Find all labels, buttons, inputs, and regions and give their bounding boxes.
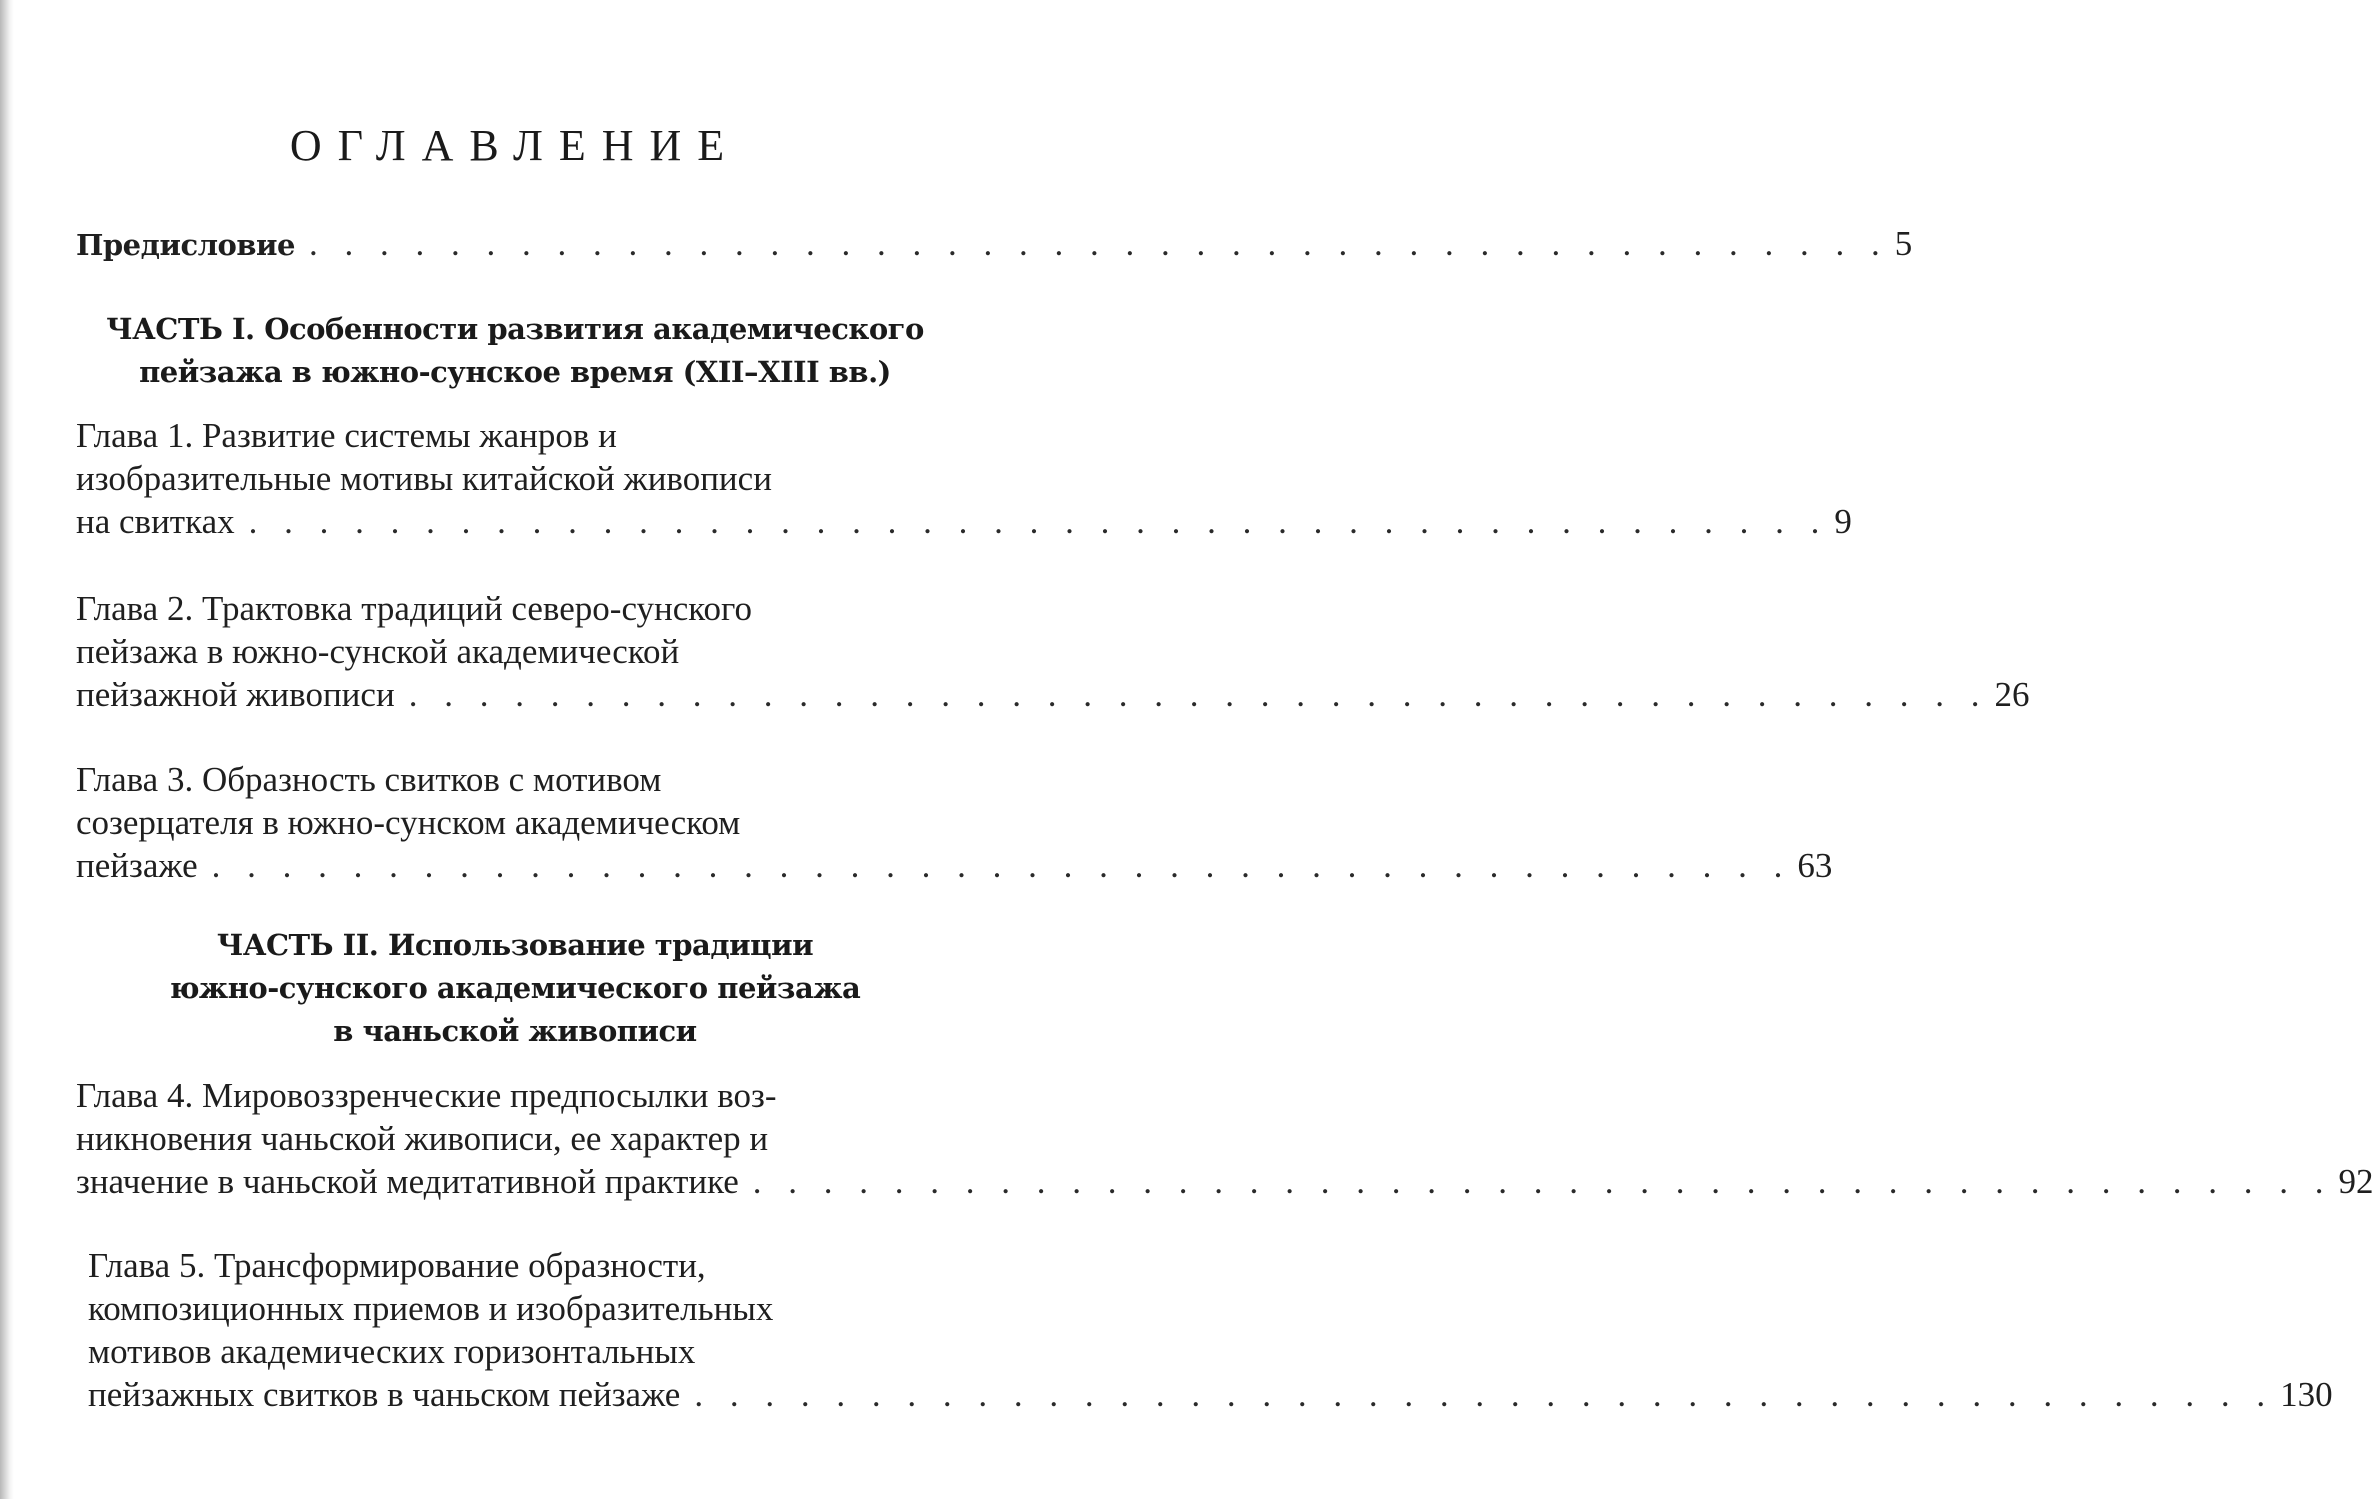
toc-entry-line: Глава 4. Мировоззренческие предпосылки воз- <box>76 1076 777 1115</box>
page-edge-shadow <box>0 0 14 1499</box>
page-title: ОГЛАВЛЕНИЕ <box>289 121 741 170</box>
toc-page-number: 26 <box>1994 675 2030 714</box>
part-heading-1 <box>0 308 1000 394</box>
toc-entry-chapter-1[interactable] <box>76 414 1852 543</box>
toc-entry-line: на свитках <box>76 502 235 541</box>
toc-entry-line: никновения чаньской живописи, ее характер и <box>76 1119 769 1158</box>
toc-entry-chapter-2[interactable] <box>76 587 2030 716</box>
toc-page-number: 5 <box>1894 224 1913 263</box>
part-heading-line: в чаньской живописи <box>333 1014 697 1048</box>
toc-entry-line: созерцателя в южно-сунском академическом <box>76 803 741 842</box>
leader-dots: . . . . . . . . . . . . . . . . . . . . . . . . . . . . . . . . . . . . . . . . . . . . . <box>752 1162 2333 1201</box>
leader-dots: . . . . . . . . . . . . . . . . . . . . . . . . . . . . . . . . . . . . . . . . . . . . . <box>408 675 1989 714</box>
toc-entry-chapter-5[interactable] <box>88 1244 2333 1416</box>
toc-entry-line: пейзажа в южно-сунской академической <box>76 632 680 671</box>
toc-page-number: 130 <box>2280 1375 2333 1414</box>
leader-dots: . . . . . . . . . . . . . . . . . . . . . . . . . . . . . . . . . . . . . . . . . . . . . <box>248 502 1829 541</box>
toc-entry-chapter-4[interactable] <box>76 1074 2374 1203</box>
toc-page-number: 92 <box>2338 1162 2374 1201</box>
toc-entry-label: Предисловие <box>76 228 296 262</box>
toc-entry-line: пейзажной живописи <box>76 675 395 714</box>
part-heading-2 <box>0 924 1000 1053</box>
toc-page-number: 63 <box>1797 846 1833 885</box>
toc-entry-chapter-3[interactable] <box>76 758 1833 887</box>
part-heading-line: южно-сунского академического пейзажа <box>169 971 861 1005</box>
leader-dots: . . . . . . . . . . . . . . . . . . . . . . . . . . . . . . . . . . . . . . . . . . . . . <box>211 846 1792 885</box>
toc-entry-line: Глава 1. Развитие системы жанров и <box>76 416 617 455</box>
toc-entry-line: Глава 5. Трансформирование образности, <box>88 1246 706 1285</box>
toc-entry-line: Глава 2. Трактовка традиций северо-сунского <box>76 589 752 628</box>
toc-entry-preface[interactable] <box>76 222 1913 266</box>
part-heading-line: ЧАСТЬ I. Особенности развития академического <box>106 312 924 346</box>
leader-dots: . . . . . . . . . . . . . . . . . . . . . . . . . . . . . . . . . . . . . . . . . . . . . <box>309 224 1889 263</box>
part-heading-line: пейзажа в южно-сунское время (XII–XIII вв.) <box>139 355 891 389</box>
toc-entry-line: изобразительные мотивы китайской живописи <box>76 459 772 498</box>
leader-dots: . . . . . . . . . . . . . . . . . . . . . . . . . . . . . . . . . . . . . . . . . . . . . <box>694 1375 2275 1414</box>
toc-entry-line: пейзажных свитков в чаньском пейзаже <box>88 1375 681 1414</box>
toc-page-number: 9 <box>1834 502 1852 541</box>
toc-entry-line: значение в чаньской медитативной практике <box>76 1162 739 1201</box>
toc-entry-line: пейзаже <box>76 846 198 885</box>
toc-entry-line: мотивов академических горизонтальных <box>88 1332 696 1371</box>
toc-entry-line: Глава 3. Образность свитков с мотивом <box>76 760 662 799</box>
part-heading-line: ЧАСТЬ II. Использование традиции <box>216 928 814 962</box>
toc-entry-line: композиционных приемов и изобразительных <box>88 1289 774 1328</box>
